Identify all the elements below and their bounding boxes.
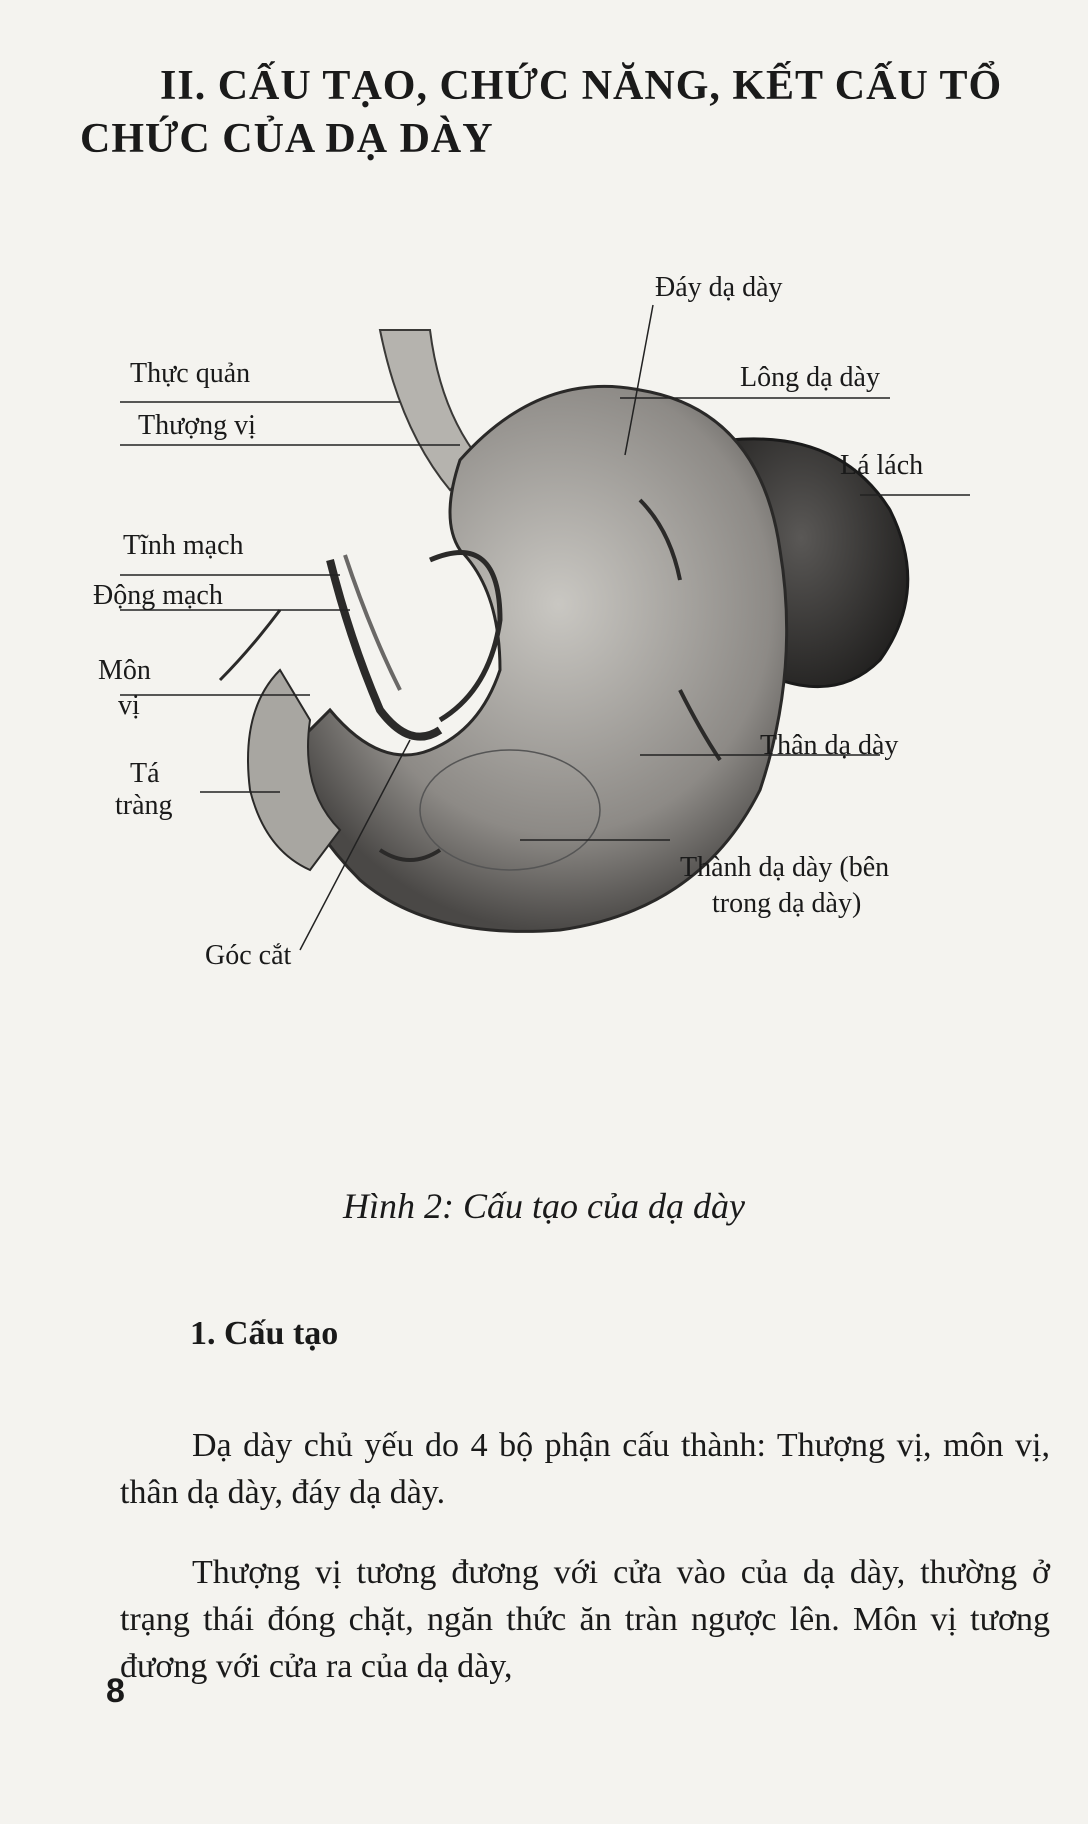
label-thanh-da-day-2: trong dạ dày) <box>712 888 862 919</box>
stomach-figure <box>80 272 1060 1170</box>
section-title: 1. Cấu tạo <box>190 1315 339 1352</box>
label-ta: Tá <box>130 758 160 789</box>
paragraph-1: Dạ dày chủ yếu do 4 bộ phận cấu thành: Thượng vị, môn vị, thân dạ dày, đáy dạ dày. <box>120 1427 1050 1511</box>
label-la-lach: Lá lách <box>840 450 924 481</box>
label-dong-mach: Động mạch <box>93 580 223 611</box>
label-thanh-da-day-1: Thành dạ dày (bên <box>680 852 890 883</box>
page-number: 8 <box>106 1672 125 1710</box>
label-than-da-day: Thân dạ dày <box>760 730 899 761</box>
paragraph-2: Thượng vị tương đương với cửa vào của dạ dày, thường ở trạng thái đóng chặt, ngăn thức ăn tràn ngược lên. Môn vị tương đương với cửa ra của dạ dày, <box>120 1554 1050 1685</box>
label-long-da-day: Lông dạ dày <box>740 362 880 393</box>
label-trang: tràng <box>115 790 173 821</box>
vessel-2 <box>345 555 400 690</box>
vessel-4 <box>220 610 280 680</box>
label-day-da-day: Đáy dạ dày <box>655 272 783 303</box>
label-vi: vị <box>118 690 140 721</box>
vessel-1 <box>330 560 440 737</box>
chapter-heading <box>80 60 1060 165</box>
figure-caption: Hình 2: Cấu tạo của dạ dày <box>343 1186 745 1226</box>
label-mon: Môn <box>98 655 151 686</box>
label-thuc-quan: Thực quản <box>130 358 251 389</box>
label-thuong-vi: Thượng vị <box>138 410 256 441</box>
heading-line-2: CHỨC CỦA DẠ DÀY <box>80 115 494 162</box>
heading-line-1: II. CẤU TẠO, CHỨC NĂNG, KẾT CẤU TỔ <box>160 63 1003 109</box>
label-goc-cat: Góc cắt <box>205 940 292 971</box>
label-tinh-mach: Tĩnh mạch <box>123 530 244 561</box>
